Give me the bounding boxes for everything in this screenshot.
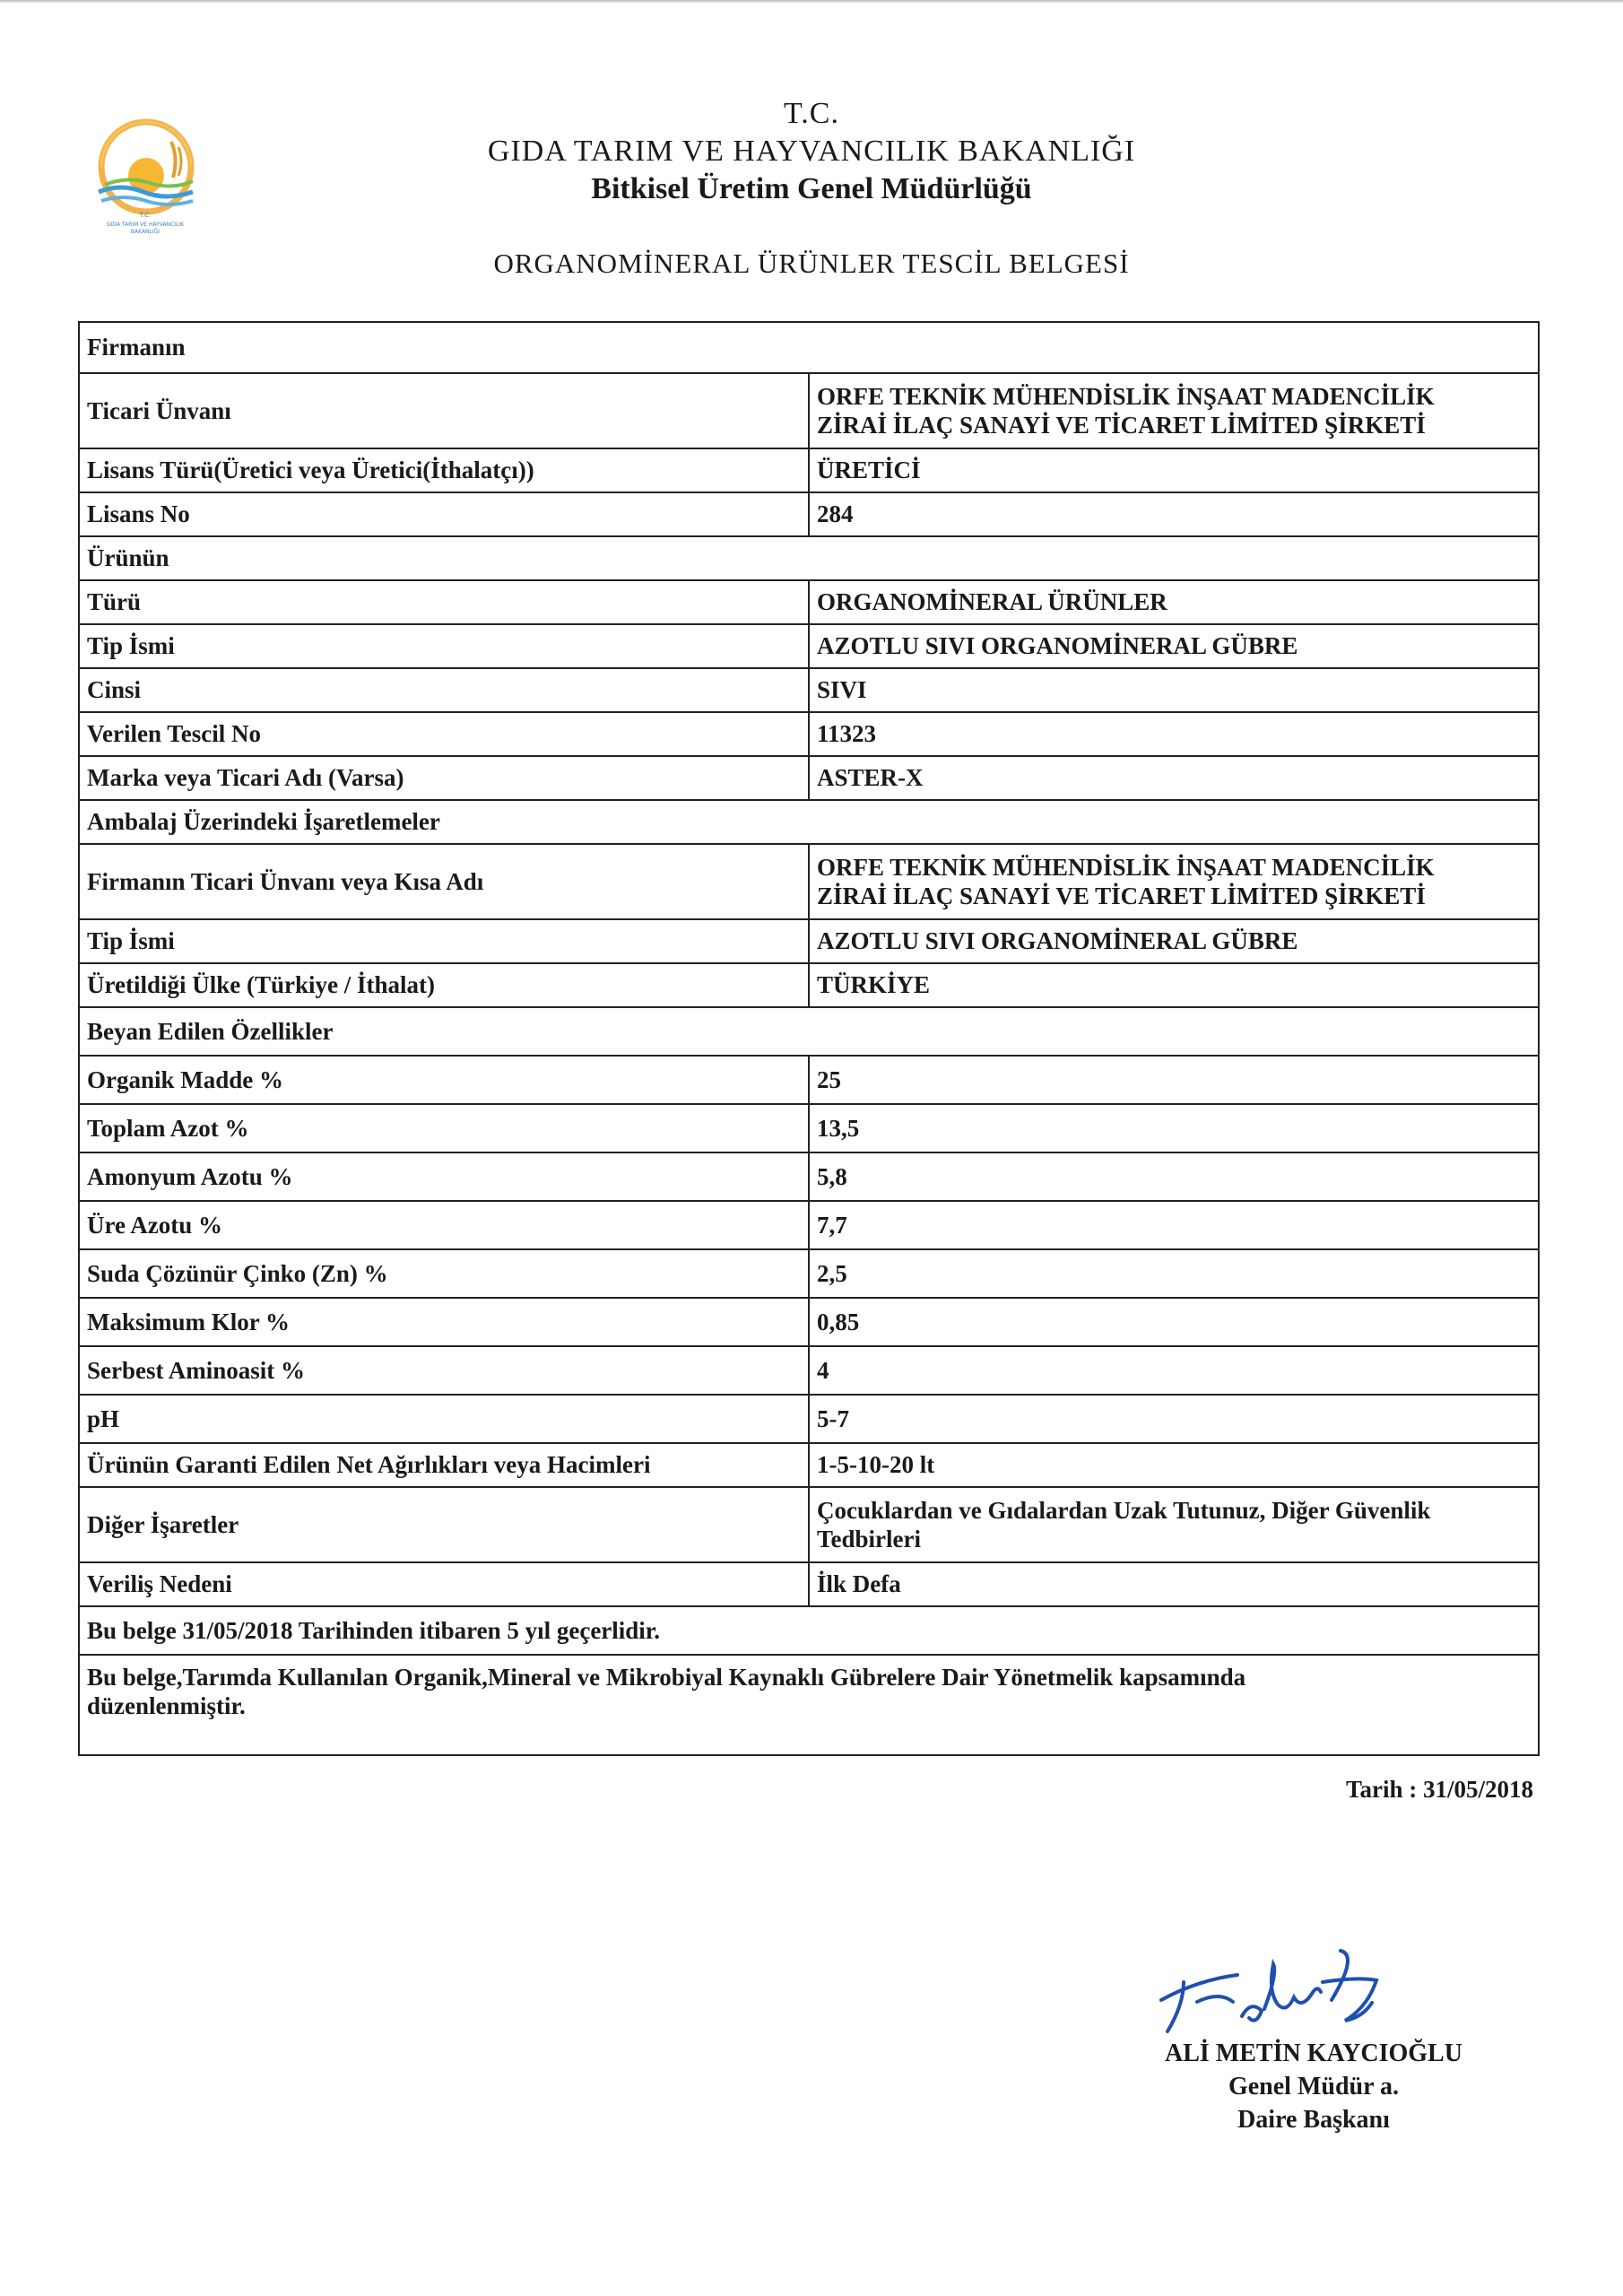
table-row bbox=[79, 1395, 1539, 1443]
handwritten-signature bbox=[1152, 1946, 1457, 2045]
scan-edge bbox=[0, 0, 1623, 4]
field-value: 1-5-10-20 lt bbox=[809, 1443, 1539, 1487]
field-value: 2,5 bbox=[809, 1249, 1539, 1298]
field-value: AZOTLU SIVI ORGANOMİNERAL GÜBRE bbox=[809, 919, 1539, 963]
section-firma: Firmanın bbox=[79, 322, 1539, 373]
value-line: ORFE TEKNİK MÜHENDİSLİK İNŞAAT MADENCİLİK bbox=[817, 853, 1435, 881]
value-line: Çocuklardan ve Gıdalardan Uzak Tutunuz, Diğer Güvenlik bbox=[817, 1496, 1431, 1524]
field-label: Tip İsmi bbox=[79, 624, 809, 668]
table-row bbox=[79, 322, 1539, 373]
header-ministry: GIDA TARIM VE HAYVANCILIK BAKANLIĞI bbox=[487, 135, 1136, 168]
svg-text:BAKANLIĞI: BAKANLIĞI bbox=[130, 229, 161, 235]
table-row bbox=[79, 1201, 1539, 1249]
field-value: SIVI bbox=[809, 668, 1539, 712]
table-row bbox=[79, 756, 1539, 800]
note-line: Bu belge,Tarımda Kullanılan Organik,Mineral ve Mikrobiyal Kaynaklı Gübrelere Dair Yönetmelik kapsamında bbox=[87, 1664, 1246, 1691]
table-row bbox=[79, 1655, 1539, 1755]
svg-text:T.C.: T.C. bbox=[139, 212, 152, 219]
field-label: Firmanın Ticari Ünvanı veya Kısa Adı bbox=[79, 844, 809, 919]
field-value: ORGANOMİNERAL ÜRÜNLER bbox=[809, 580, 1539, 624]
field-label: Veriliş Nedeni bbox=[79, 1562, 809, 1606]
field-value: 5,8 bbox=[809, 1152, 1539, 1201]
section-urun: Ürünün bbox=[79, 536, 1539, 580]
field-label: Üretildiği Ülke (Türkiye / İthalat) bbox=[79, 963, 809, 1007]
field-label: pH bbox=[79, 1395, 809, 1443]
certificate-table bbox=[78, 321, 1540, 1756]
field-label: Verilen Tescil No bbox=[79, 712, 809, 756]
section-ambalaj: Ambalaj Üzerindeki İşaretlemeler bbox=[79, 800, 1539, 844]
field-label: Organik Madde % bbox=[79, 1056, 809, 1104]
note-line: düzenlenmiştir. bbox=[87, 1692, 246, 1720]
table-row bbox=[79, 1562, 1539, 1606]
field-label: Ticari Ünvanı bbox=[79, 373, 809, 448]
table-row bbox=[79, 1007, 1539, 1056]
section-ozellikler: Beyan Edilen Özellikler bbox=[79, 1007, 1539, 1056]
field-label: Tip İsmi bbox=[79, 919, 809, 963]
field-value: 284 bbox=[809, 492, 1539, 536]
field-value bbox=[809, 844, 1539, 919]
field-value: 4 bbox=[809, 1346, 1539, 1395]
signer-title: Daire Başkanı bbox=[1237, 2105, 1390, 2134]
table-row bbox=[79, 800, 1539, 844]
table-row bbox=[79, 963, 1539, 1007]
field-value bbox=[809, 1487, 1539, 1562]
value-line: ORFE TEKNİK MÜHENDİSLİK İNŞAAT MADENCİLİK bbox=[817, 382, 1435, 410]
validity-note: Bu belge 31/05/2018 Tarihinden itibaren 5 yıl geçerlidir. bbox=[79, 1606, 1539, 1655]
issue-date: Tarih : 31/05/2018 bbox=[1345, 1776, 1533, 1803]
table-row bbox=[79, 536, 1539, 580]
field-value bbox=[809, 373, 1539, 448]
field-label: Ürünün Garanti Edilen Net Ağırlıkları veya Hacimleri bbox=[79, 1443, 809, 1487]
field-value: 13,5 bbox=[809, 1104, 1539, 1152]
header-directorate: Bitkisel Üretim Genel Müdürlüğü bbox=[591, 172, 1032, 205]
table-row bbox=[79, 668, 1539, 712]
value-line: ZİRAİ İLAÇ SANAYİ VE TİCARET LİMİTED ŞİRKETİ bbox=[817, 883, 1426, 909]
field-label: Maksimum Klor % bbox=[79, 1298, 809, 1346]
table-row bbox=[79, 1104, 1539, 1152]
field-label: Marka veya Ticari Adı (Varsa) bbox=[79, 756, 809, 800]
field-value: ÜRETİCİ bbox=[809, 448, 1539, 492]
field-label: Lisans Türü(Üretici veya Üretici(İthalatçı)) bbox=[79, 448, 809, 492]
field-label: Lisans No bbox=[79, 492, 809, 536]
field-value: AZOTLU SIVI ORGANOMİNERAL GÜBRE bbox=[809, 624, 1539, 668]
field-value: 0,85 bbox=[809, 1298, 1539, 1346]
field-value: 7,7 bbox=[809, 1201, 1539, 1249]
field-label: Suda Çözünür Çinko (Zn) % bbox=[79, 1249, 809, 1298]
signer-block bbox=[1112, 2038, 1515, 2137]
table-row bbox=[79, 1152, 1539, 1201]
field-value: 25 bbox=[809, 1056, 1539, 1104]
table-row bbox=[79, 919, 1539, 963]
table-row bbox=[79, 1346, 1539, 1395]
field-label: Cinsi bbox=[79, 668, 809, 712]
field-label: Diğer İşaretler bbox=[79, 1487, 809, 1562]
value-line: ZİRAİ İLAÇ SANAYİ VE TİCARET LİMİTED ŞİRKETİ bbox=[817, 412, 1426, 439]
table-row bbox=[79, 1298, 1539, 1346]
table-row bbox=[79, 1606, 1539, 1655]
header-tc: T.C. bbox=[784, 97, 839, 130]
field-value: 11323 bbox=[809, 712, 1539, 756]
regulation-note bbox=[79, 1655, 1539, 1755]
field-label: Türü bbox=[79, 580, 809, 624]
svg-text:GIDA TARIM VE HAYVANCILIK: GIDA TARIM VE HAYVANCILIK bbox=[106, 222, 185, 228]
table-row bbox=[79, 624, 1539, 668]
table-row bbox=[79, 844, 1539, 919]
field-label: Üre Azotu % bbox=[79, 1201, 809, 1249]
table-row bbox=[79, 1443, 1539, 1487]
table-row bbox=[79, 712, 1539, 756]
field-value: İlk Defa bbox=[809, 1562, 1539, 1606]
table-row bbox=[79, 1487, 1539, 1562]
table-row bbox=[79, 580, 1539, 624]
document-title: ORGANOMİNERAL ÜRÜNLER TESCİL BELGESİ bbox=[493, 248, 1130, 279]
signer-name: ALİ METİN KAYCIOĞLU bbox=[1165, 2039, 1462, 2067]
field-label: Serbest Aminoasit % bbox=[79, 1346, 809, 1395]
field-label: Toplam Azot % bbox=[79, 1104, 809, 1152]
field-label: Amonyum Azotu % bbox=[79, 1152, 809, 1201]
table-row bbox=[79, 373, 1539, 448]
table-row bbox=[79, 1056, 1539, 1104]
field-value: 5-7 bbox=[809, 1395, 1539, 1443]
table-row bbox=[79, 448, 1539, 492]
table-row bbox=[79, 1249, 1539, 1298]
field-value: TÜRKİYE bbox=[809, 963, 1539, 1007]
table-row bbox=[79, 492, 1539, 536]
field-value: ASTER-X bbox=[809, 756, 1539, 800]
signer-title: Genel Müdür a. bbox=[1228, 2072, 1400, 2100]
value-line: Tedbirleri bbox=[817, 1526, 922, 1552]
